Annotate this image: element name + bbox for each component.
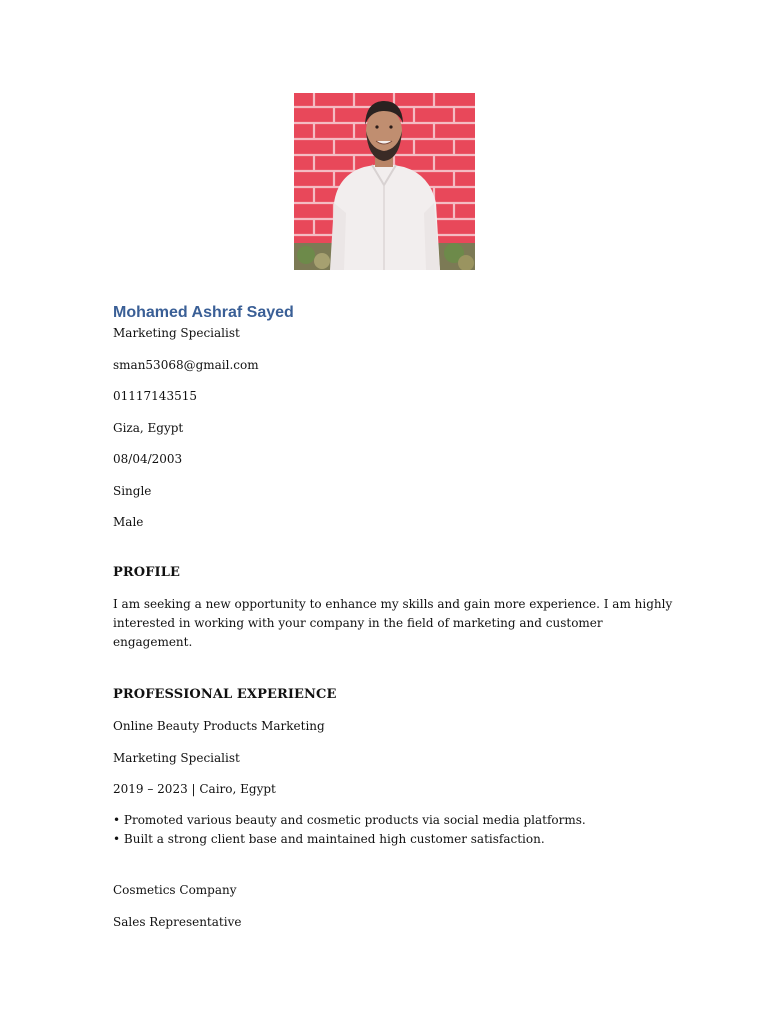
gender: Male [113,515,144,529]
job-role: Sales Representative [113,914,242,929]
profile-heading: PROFILE [113,565,180,580]
job-title: Marketing Specialist [113,326,240,340]
birthdate: 08/04/2003 [113,452,183,466]
location: Giza, Egypt [113,420,184,435]
job-company: Cosmetics Company [113,883,237,897]
marital-status: Single [113,483,152,498]
job-role: Marketing Specialist [113,750,240,765]
email: sman53068@gmail.com [113,357,259,372]
phone: 01117143515 [113,389,197,403]
profile-text: I am seeking a new opportunity to enhance my skills and gain more experience. I am highly interested in working with your company in the field of marketing and customer engagement. [113,597,673,649]
resume-content [113,302,673,930]
profile-photo [294,93,475,270]
job-company: Online Beauty Products Marketing [113,719,325,733]
job-bullets [113,811,673,849]
experience-heading: PROFESSIONAL EXPERIENCE [113,687,337,702]
candidate-name: Mohamed Ashraf Sayed [113,304,294,321]
list-item: • Promoted various beauty and cosmetic products via social media platforms. [113,813,586,827]
job-period: 2019 – 2023 | Cairo, Egypt [113,782,276,796]
list-item: • Built a strong client base and maintained high customer satisfaction. [113,832,545,846]
